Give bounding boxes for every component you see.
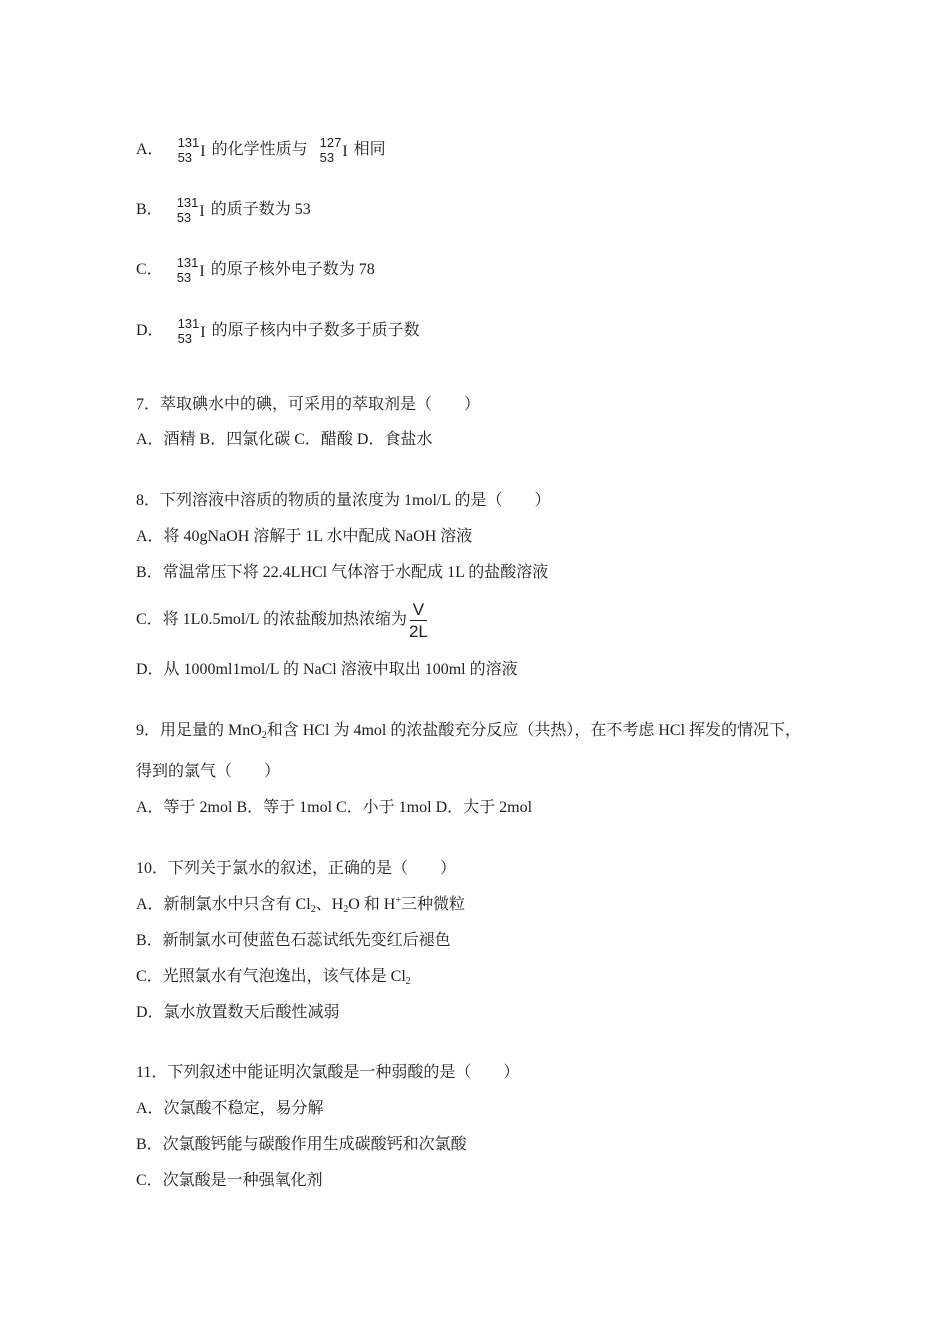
nuclide-numbers	[178, 316, 200, 346]
option-text: 的化学性质与	[211, 141, 308, 158]
q11-option-b: B．次氯酸钙能与碳酸作用生成碳酸钙和次氯酸	[136, 1136, 467, 1153]
atomic-number: 53	[319, 150, 335, 165]
stem-text-2: 和含 HCl 为 4mol 的浓盐酸充分反应（共热），在不考虑 HCl 挥发的情况下，	[266, 722, 802, 739]
q8-stem: 8．下列溶液中溶质的物质的量浓度为 1mol/L 的是（ ）	[136, 492, 551, 509]
q6-option-d	[136, 316, 420, 346]
q9-stem	[136, 720, 801, 742]
element-symbol: I	[200, 323, 206, 341]
q11-option-a: A．次氯酸不稳定，易分解	[136, 1100, 324, 1117]
option-text-3: O 和 H	[348, 896, 396, 913]
atomic-number: 53	[176, 210, 192, 225]
option-text-1: A．新制氯水中只含有 Cl	[136, 896, 311, 913]
subscript: 2	[261, 730, 267, 741]
option-text-2: 、H	[315, 896, 344, 913]
option-label: A．	[136, 141, 164, 158]
atomic-number: 53	[177, 331, 193, 346]
q11-stem: 11．下列叙述中能证明次氯酸是一种弱酸的是（ ）	[136, 1064, 520, 1081]
q10-option-c	[136, 966, 411, 988]
mass-number: 131	[177, 135, 200, 150]
q8-option-d: D．从 1000ml1mol/L 的 NaCl 溶液中取出 100ml 的溶液	[136, 661, 518, 678]
nuclide-iodine-131	[177, 255, 205, 285]
q10-option-d: D．氯水放置数天后酸性减弱	[136, 1004, 340, 1021]
q9-stem-line-2: 得到的氯气（ ）	[136, 763, 281, 780]
nuclide-iodine-131	[177, 195, 205, 225]
q10-option-a	[136, 894, 465, 916]
superscript: +	[395, 895, 402, 906]
nuclide-numbers	[177, 255, 199, 285]
element-symbol: I	[199, 262, 205, 280]
q8-option-c	[136, 598, 428, 642]
q11-option-c: C．次氯酸是一种强氧化剂	[136, 1172, 323, 1189]
option-text: C．光照氯水有气泡逸出，该气体是 Cl	[136, 968, 406, 985]
q7-options: A．酒精 B．四氯化碳 C．醋酸 D．食盐水	[136, 431, 433, 448]
mass-number: 127	[319, 135, 342, 150]
nuclide-iodine-131	[178, 316, 206, 346]
atomic-number: 53	[177, 150, 193, 165]
stem-text-1: 9．用足量的 MnO	[136, 722, 262, 739]
nuclide-iodine-127	[320, 135, 348, 165]
q10-option-b: B．新制氯水可使蓝色石蕊试纸先变红后褪色	[136, 932, 451, 949]
fraction-denominator: 2L	[408, 621, 428, 641]
option-text: C．将 1L0.5mol/L 的浓盐酸加热浓缩为	[136, 611, 407, 628]
q8-option-b: B．常温常压下将 22.4LHCl 气体溶于水配成 1L 的盐酸溶液	[136, 564, 549, 581]
nuclide-iodine-131	[178, 135, 206, 165]
q8-option-a: A．将 40gNaOH 溶解于 1L 水中配成 NaOH 溶液	[136, 528, 473, 545]
subscript: 2	[343, 904, 349, 915]
q6-option-c	[136, 255, 375, 285]
option-text: 的原子核内中子数多于质子数	[211, 322, 420, 339]
nuclide-numbers	[177, 195, 199, 225]
q10-stem: 10．下列关于氯水的叙述，正确的是（ ）	[136, 860, 457, 877]
q6-option-a	[136, 135, 386, 165]
mass-number: 131	[176, 195, 199, 210]
mass-number: 131	[176, 255, 199, 270]
subscript: 2	[405, 976, 411, 987]
fraction	[409, 600, 428, 641]
element-symbol: I	[199, 202, 205, 220]
mass-number: 131	[177, 316, 200, 331]
option-text-end: 相同	[353, 141, 386, 158]
element-symbol: I	[200, 142, 206, 160]
atomic-number: 53	[176, 270, 192, 285]
option-text: 的原子核外电子数为 78	[210, 261, 375, 278]
q6-option-b	[136, 195, 311, 225]
option-label: B．	[136, 201, 163, 218]
option-text-4: 三种微粒	[401, 896, 466, 913]
fraction-numerator: V	[410, 600, 427, 621]
q9-options: A．等于 2mol B．等于 1mol C．小于 1mol D．大于 2mol	[136, 799, 533, 816]
option-label: C．	[136, 261, 163, 278]
element-symbol: I	[342, 142, 348, 160]
option-label: D．	[136, 322, 164, 339]
subscript: 2	[310, 904, 316, 915]
option-text: 的质子数为 53	[210, 201, 311, 218]
nuclide-numbers	[178, 135, 200, 165]
q7-stem: 7．萃取碘水中的碘，可采用的萃取剂是（ ）	[136, 396, 481, 413]
nuclide-numbers	[320, 135, 342, 165]
